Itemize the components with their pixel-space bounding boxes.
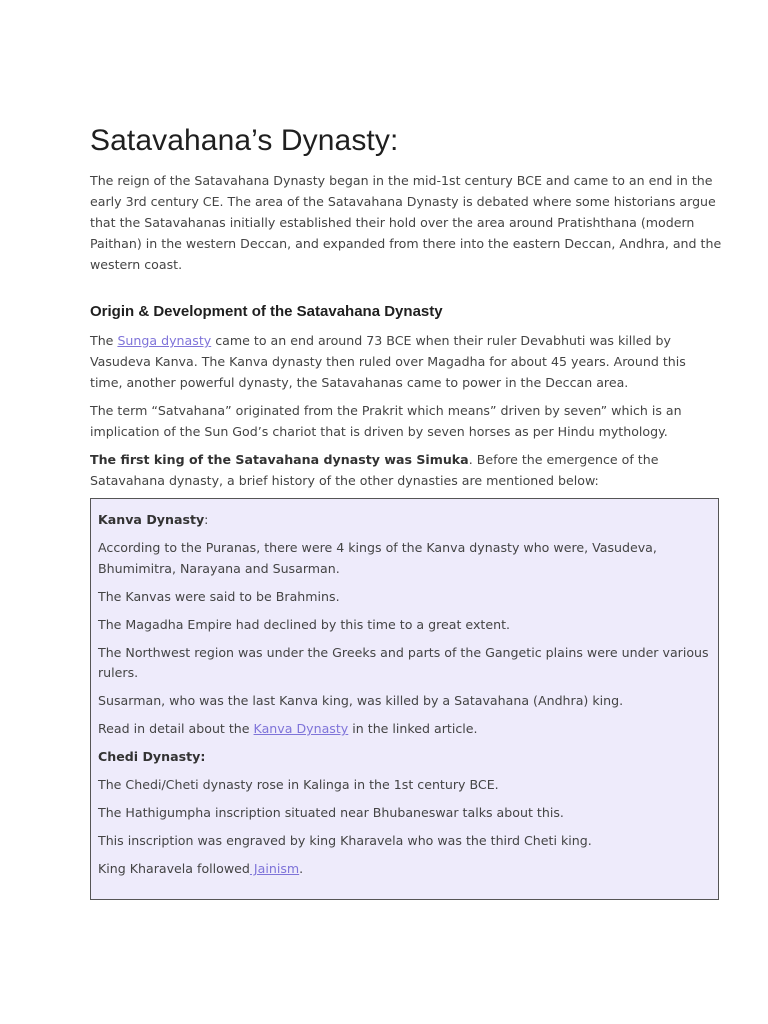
kanva-heading-colon: : <box>204 512 209 527</box>
kanva-heading <box>98 510 711 531</box>
kanva-heading-bold: Kanva Dynasty <box>98 512 205 527</box>
jainism-link[interactable]: Jainism <box>249 861 300 876</box>
dynasties-info-box <box>90 498 719 900</box>
list-item: The Magadha Empire had declined by this time to a great extent. <box>98 616 511 632</box>
list-item: The Hathigumpha inscription situated near Bhubaneswar talks about this. <box>98 805 564 820</box>
jainism-suffix: . <box>299 861 304 876</box>
page-title: Satavahana’s Dynasty: <box>90 124 399 157</box>
list-item: This inscription was engraved by king Kharavela who was the third Cheti king. <box>98 833 592 848</box>
jainism-line <box>98 859 711 880</box>
first-king-paragraph <box>90 449 722 491</box>
chedi-heading-bold: Chedi Dynasty: <box>98 749 206 764</box>
section-heading: Origin & Development of the Satavahana Dynasty <box>90 303 443 320</box>
sunga-dynasty-link[interactable]: Sunga dynasty <box>117 333 212 348</box>
kanva-link-prefix: Read in detail about the <box>98 721 254 736</box>
term-paragraph: The term “Satvahana” originated from the Prakrit which means” driven by seven” which is an implication of the Sun God’s chariot that is driven by seven horses as per Hindu mythology. <box>90 403 682 439</box>
chedi-heading <box>98 747 711 768</box>
list-item: The Kanvas were said to be Brahmins. <box>98 588 340 604</box>
first-king-rest: . Before the emergence of the Satavahana dynasty, a brief history of the other dynasties are mentioned below: <box>90 452 659 488</box>
kanva-dynasty-link[interactable]: Kanva Dynasty <box>253 721 349 736</box>
list-item: The Northwest region was under the Greeks and parts of the Gangetic plains were under various rulers. <box>98 644 709 680</box>
list-item: The Chedi/Cheti dynasty rose in Kalinga in the 1st century BCE. <box>98 777 499 792</box>
origin-paragraph <box>90 330 722 393</box>
first-king-bold: The first king of the Satavahana dynasty was Simuka <box>90 452 469 467</box>
document-page <box>90 124 722 900</box>
list-item: Susarman, who was the last Kanva king, was killed by a Satavahana (Andhra) king. <box>98 693 624 708</box>
origin-prefix: The <box>90 333 118 348</box>
list-item: According to the Puranas, there were 4 kings of the Kanva dynasty who were, Vasudeva, Bhumimitra, Narayana and Susarman. <box>98 540 657 576</box>
kanva-link-line <box>98 719 711 740</box>
intro-paragraph: The reign of the Satavahana Dynasty began in the mid-1st century BCE and came to an end in the early 3rd century CE. The area of the Satavahana Dynasty is debated where some historians argue that the Satavahanas initially established their hold over the area around Pratishthana (modern Paithan) in the western Deccan, and expanded from there into the eastern Deccan, Andhra, and the western coast. <box>90 173 722 272</box>
kanva-link-suffix: in the linked article. <box>348 721 478 736</box>
origin-suffix: came to an end around 73 BCE when their ruler Devabhuti was killed by Vasudeva Kanva. The Kanva dynasty then ruled over Magadha for about 45 years. Around this time, another powerful dynasty, the Satavahanas came to power in the Deccan area. <box>90 333 686 390</box>
jainism-prefix: King Kharavela followed <box>98 861 250 876</box>
